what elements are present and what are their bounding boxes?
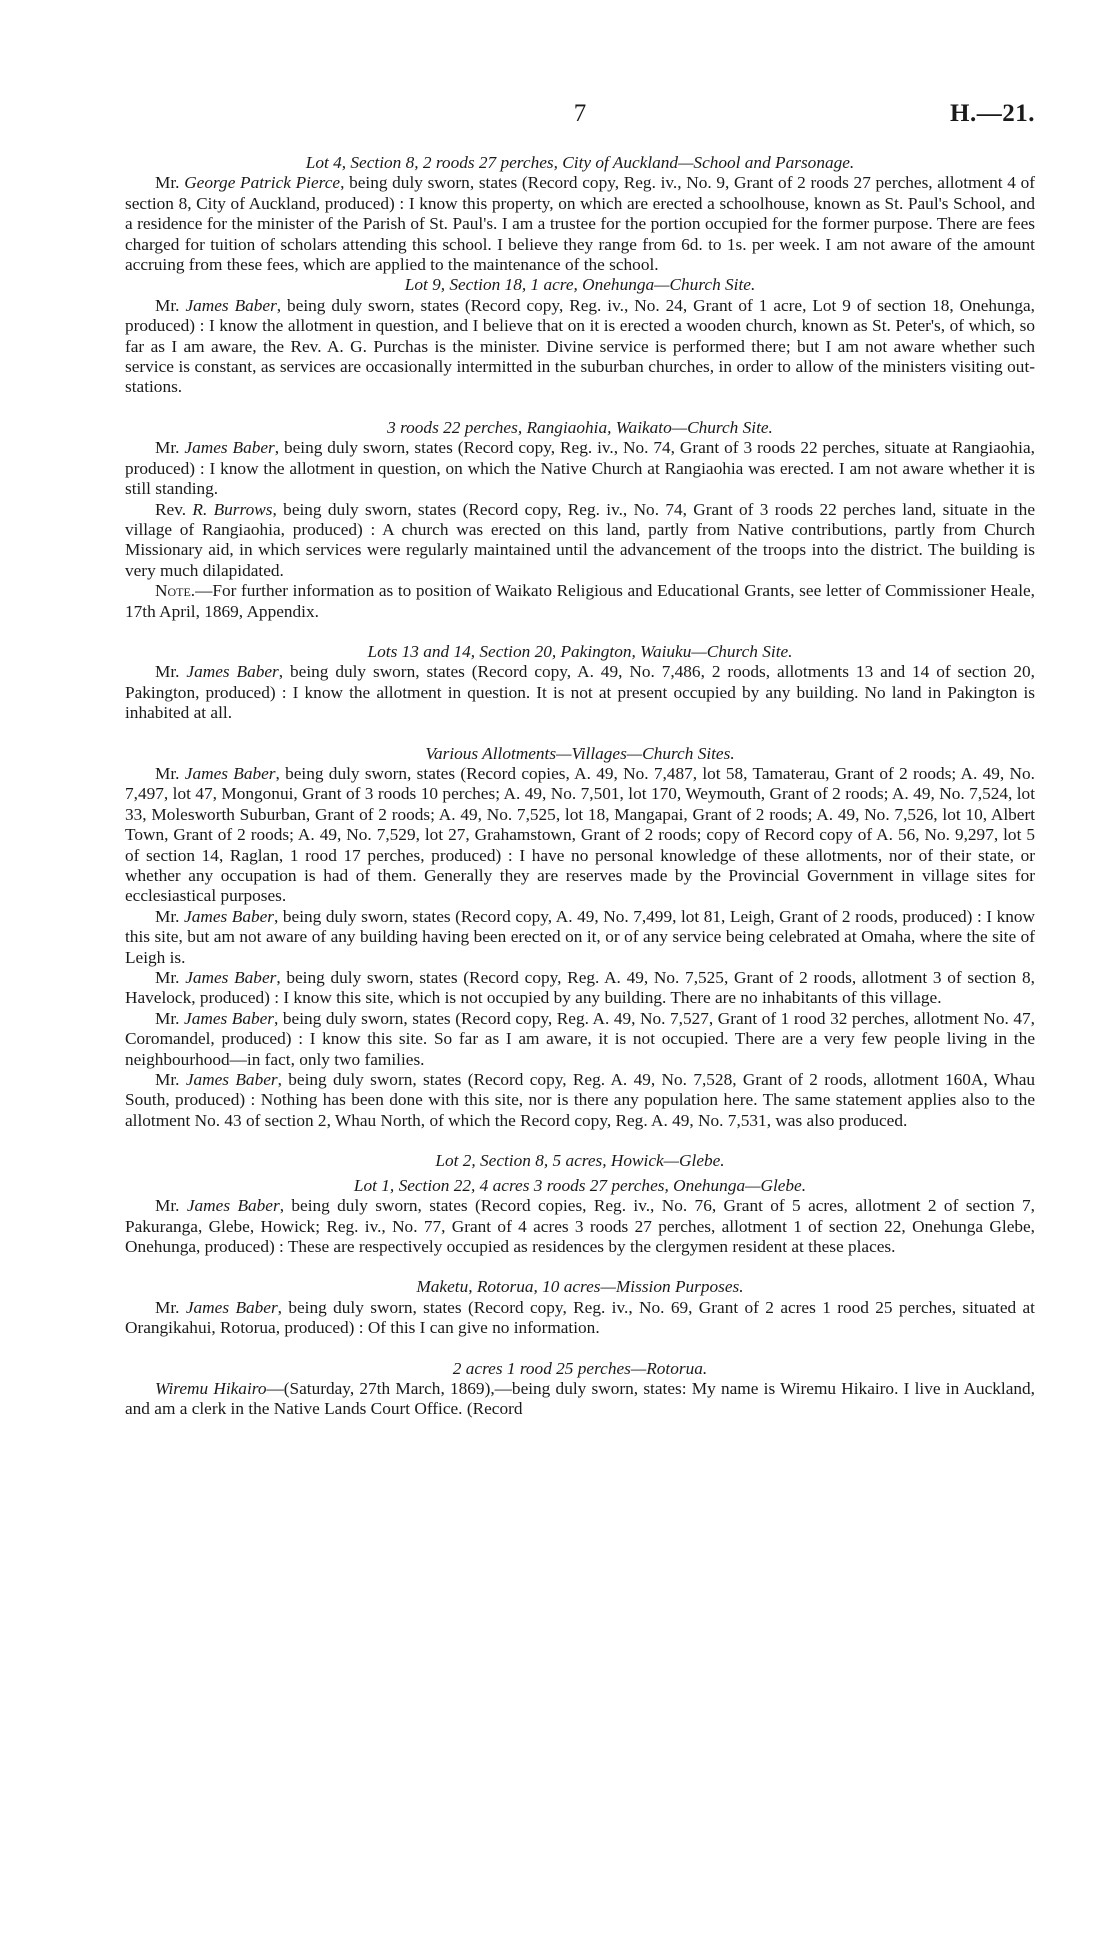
section-heading: 3 roods 22 perches, Rangiaohia, Waikato—Church Site.: [387, 417, 773, 437]
testimony-paragraph: [125, 1379, 1035, 1420]
testimony-paragraph: [125, 173, 1035, 275]
page-number: 7: [573, 100, 587, 127]
paragraph-text: , being duly sworn, states (Record copies, Reg. iv., No. 76, Grant of 5 acres, allotment 2 of section 7, Pakuranga, Glebe, Howick; Reg. iv., No. 77, Grant of 4 acres 3 roods 27 perches, allotment 1 of section 22, Onehunga Glebe, Onehunga, produced) : These are respectively occupied as residences by the clergymen resident at these places.: [125, 1196, 1035, 1256]
testimony-paragraph: [125, 438, 1035, 499]
witness-title: Mr.: [155, 438, 185, 458]
witness-title: Mr.: [155, 906, 185, 926]
testimony-paragraph: [125, 968, 1035, 1009]
section-subheading: Lot 1, Section 22, 4 acres 3 roods 27 perches, Onehunga—Glebe.: [353, 1175, 807, 1195]
testimony-paragraph: [125, 764, 1035, 907]
section-heading: 2 acres 1 rood 25 perches—Rotorua.: [452, 1358, 708, 1378]
witness-name: George Patrick Pierce: [184, 173, 341, 193]
testimony-paragraph: [125, 1070, 1035, 1131]
paragraph-text: , being duly sworn, states (Record copy, Reg. A. 49, No. 7,528, Grant of 2 roods, allotment 160A, Whau South, produced) : Nothing has been done with this site, nor is there any population here. The same statement applies also to the allotment No. 43 of section 2, Whau North, of which the Record copy, Reg. A. 49, No. 7,531, was also produced.: [125, 1070, 1036, 1130]
witness-name: James Baber: [184, 1008, 275, 1028]
witness-title: Mr.: [155, 763, 185, 783]
testimony-paragraph: [125, 1009, 1035, 1070]
witness-title: Mr.: [155, 968, 186, 988]
witness-name: James Baber: [184, 906, 275, 926]
witness-name: James Baber: [186, 1196, 280, 1216]
testimony-paragraph: [125, 1298, 1035, 1339]
witness-title: Mr.: [155, 1297, 186, 1317]
note-label: Note.: [155, 581, 196, 601]
witness-name: Wiremu Hikairo: [155, 1378, 267, 1398]
paragraph-text: , being duly sworn, states (Record copies, A. 49, No. 7,487, lot 58, Tamaterau, Grant of 2 roods; A. 49, No. 7,497, lot 47, Mongonui, Grant of 3 roods 10 perches; A. 49, No. 7,501, lot 170, Weymouth, Grant of 2 roods; A. 49, No. 7,524, lot 33, Molesworth Suburban, Grant of 2 roods; A. 49, No. 7,525, lot 18, Mangapai, Grant of 2 roods; A. 49, No. 7,526, lot 10, Albert Town, Grant of 2 roods; A. 49, No. 7,529, lot 27, Grahamstown, Grant of 2 roods; copy of Record copy of A. 56, No. 9,297, lot 5 of section 14, Raglan, 1 rood 17 perches, produced) : I have no personal knowledge of these allotments, nor of their state, or whether any occupation is had of them. Generally they are reserves made by the Provincial Government in village sites for ecclesiastical purposes.: [125, 763, 1035, 906]
witness-name: James Baber: [186, 662, 279, 682]
paragraph-text: , being duly sworn, states (Record copy, Reg. iv., No. 9, Grant of 2 roods 27 perches, allotment 4 of section 8, City of Auckland, produced) : I know this property, on which are erected a schoolhouse, known as St. Paul's School, and a residence for the minister of the Parish of St. Paul's. I am a trustee for the portion occupied for the former purpose. There are fees charged for tuition of scholars attending this school. I believe they range from 6d. to 1s. per week. I am not aware of the amount accruing from these fees, which are applied to the maintenance of the school.: [125, 173, 1035, 275]
testimony-paragraph: [125, 581, 1035, 622]
witness-name: James Baber: [185, 1070, 278, 1090]
section-heading: Various Allotments—Villages—Church Sites.: [425, 743, 735, 763]
page-header: [125, 100, 1035, 140]
paragraph-text: , being duly sworn, states (Record copy, Reg. iv., No. 74, Grant of 3 roods 22 perches land, situate in the village of Rangiaohia, produced) : A church was erected on this land, partly from Native contributions, partly from Church Missionary aid, in which services were regularly maintained until the advancement of the troops into the district. The building is very much dilapidated.: [125, 499, 1035, 580]
paragraph-text: —For further information as to position of Waikato Religious and Educational Grants, see letter of Commissioner Heale, 17th April, 1869, Appendix.: [125, 581, 1035, 621]
testimony-paragraph: [125, 296, 1035, 398]
witness-title: Mr.: [155, 1008, 185, 1028]
section-heading: Lot 9, Section 18, 1 acre, Onehunga—Church Site.: [404, 275, 756, 295]
section-heading: Lot 2, Section 8, 5 acres, Howick—Glebe.: [435, 1151, 725, 1171]
testimony-paragraph: [125, 1196, 1035, 1257]
paragraph-text: , being duly sworn, states (Record copy, Reg. A. 49, No. 7,525, Grant of 2 roods, allotment 3 of section 8, Havelock, produced) : I know this site, which is not occupied by any building. There are no inhabitants of this village.: [125, 968, 1035, 1008]
witness-name: James Baber: [185, 1297, 278, 1317]
paragraph-text: —(Saturday, 27th March, 1869),—being duly sworn, states: My name is Wiremu Hikairo. I live in Auckland, and am a clerk in the Native Lands Court Office. (Record: [125, 1378, 1035, 1419]
paragraph-text: , being duly sworn, states (Record copy, Reg. A. 49, No. 7,527, Grant of 1 rood 32 perches, allotment No. 47, Coromandel, produced) : I know this site. So far as I am aware, it is not occupied. There are a very few people living in the neighbourhood—in fact, only two families.: [125, 1008, 1035, 1069]
testimony-paragraph: [125, 907, 1035, 968]
witness-title: Mr.: [155, 173, 185, 193]
paragraph-text: , being duly sworn, states (Record copy, A. 49, No. 7,486, 2 roods, allotments 13 and 14 of section 20, Pakington, produced) : I know the allotment in question. It is not at present occupied by any building. No land in Pakington is inhabited at all.: [125, 662, 1035, 723]
section-heading: Lots 13 and 14, Section 20, Pakington, Waiuku—Church Site.: [367, 641, 793, 661]
witness-title: Mr.: [155, 662, 187, 682]
paragraph-text: , being duly sworn, states (Record copy, Reg. iv., No. 24, Grant of 1 acre, Lot 9 of section 18, Onehunga, produced) : I know the allotment in question, and I believe that on it is erected a wooden church, known as St. Peter's, of which, so far as I am aware, the Rev. A. G. Purchas is the minister. Divine service is performed there; but I am not aware whether such service is constant, as services are occasionally intermitted in the suburban churches, in order to allow of the ministers visiting out-stations.: [125, 295, 1035, 397]
document-reference: H.—21.: [950, 100, 1035, 127]
witness-name: James Baber: [185, 295, 277, 315]
witness-title: Mr.: [155, 1070, 186, 1090]
testimony-paragraph: [125, 662, 1035, 723]
testimony-paragraph: [125, 500, 1035, 582]
section-heading: Lot 4, Section 8, 2 roods 27 perches, City of Auckland—School and Parsonage.: [305, 153, 855, 172]
witness-title: Mr.: [155, 1196, 187, 1216]
witness-title: Rev.: [155, 499, 193, 519]
witness-name: James Baber: [184, 763, 276, 783]
paragraph-text: , being duly sworn, states (Record copy, A. 49, No. 7,499, lot 81, Leigh, Grant of 2 roods, produced) : I know this site, but am not aware of any building having been erected on it, or of any service being celebrated at Omaha, where the site of Leigh is.: [125, 906, 1035, 967]
witness-title: Mr.: [155, 295, 186, 315]
section-heading: Maketu, Rotorua, 10 acres—Mission Purposes.: [416, 1277, 744, 1297]
paragraph-text: , being duly sworn, states (Record copy, Reg. iv., No. 74, Grant of 3 roods 22 perches, situate at Rangiaohia, produced) : I know the allotment in question, on which the Native Church at Rangiaohia was erected. I am not aware whether it is still standing.: [125, 438, 1035, 499]
document-body: [125, 153, 1035, 1420]
paragraph-text: , being duly sworn, states (Record copy, Reg. iv., No. 69, Grant of 2 acres 1 rood 25 perches, situated at Orangikahui, Rotorua, produced) : Of this I can give no information.: [125, 1297, 1035, 1338]
witness-name: James Baber: [185, 968, 277, 988]
witness-name: R. Burrows: [192, 499, 273, 519]
witness-name: James Baber: [184, 438, 275, 458]
